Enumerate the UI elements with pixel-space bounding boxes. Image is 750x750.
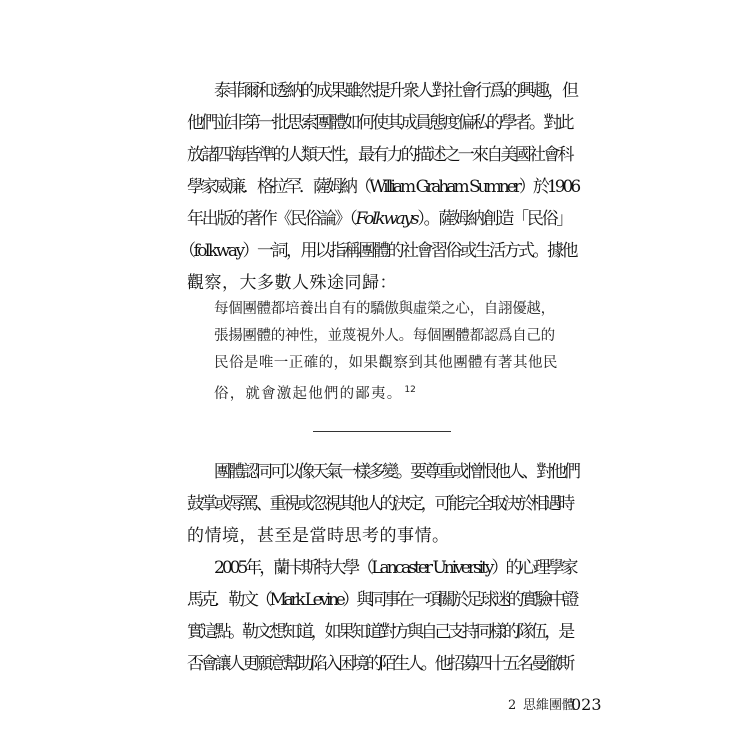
text-line: 的情境，甚至是當時思考的事情。 [187,526,450,546]
footnote-marker: 12 [404,385,416,395]
quote-line [214,381,416,403]
text-line: 否會讓人更願意幫助陷入困境的陌生人。他招募四十五名曼徹斯 [187,654,572,674]
page-number: 023 [571,695,602,714]
text-line: 學家威廉．格拉罕．薩姆納（William Graham Sumner）於1906 [187,177,579,197]
chapter-number: 2 [508,698,517,713]
quote-line: 每個團體都培養出自有的驕傲與虛榮之心，自詡優越， [214,301,555,317]
text-line: 實這點。勒文想知道，如果知道對方與自己支持同樣的隊伍，是 [187,622,572,642]
text-line-post: ）。薩姆納創造「民俗」 [417,209,572,229]
chapter-title: 思維團體 [523,698,576,713]
text-line: 放諸四海皆準的人類天性，最有力的描述之一來自美國社會科 [187,145,572,165]
text-line: 泰菲爾和透納的成果雖然提升衆人對社會行爲的興趣，但 [214,81,577,101]
text-line: 觀察，大多數人殊途同歸： [187,273,397,293]
text-line: 團體認同可以像天氣一樣多變。要尊重或憎恨他人、對他們 [214,462,578,482]
text-line: 2005年，蘭卡斯特大學（Lancaster University）的心理學家 [214,558,576,578]
book-title-english: Folkways [355,209,418,229]
text-line: （folkway）一詞，用以指稱團體的社會習俗或生活方式。據他 [179,241,577,261]
section-divider [313,431,451,432]
quote-line: 民俗是唯一正確的，如果觀察到其他團體有著其他民 [214,355,558,371]
quote-line-text: 俗，就會激起他們的鄙夷。 [214,385,403,402]
text-line: 馬克．勒文（Mark Levine）與同事在一項關於足球迷的實驗中證 [187,590,577,610]
text-line: 他們並非第一批思索團體如何使其成員態度偏私的學者。對此 [187,113,572,133]
text-line-pre: 年出版的著作《民俗論》（ [187,209,356,229]
text-line [187,209,571,229]
text-line: 鼓掌或辱罵、重視或忽視其他人的決定，可能完全取決於相遇時 [187,494,572,514]
quote-line: 張揚團體的神性，並蔑視外人。每個團體都認爲自己的 [214,328,555,344]
